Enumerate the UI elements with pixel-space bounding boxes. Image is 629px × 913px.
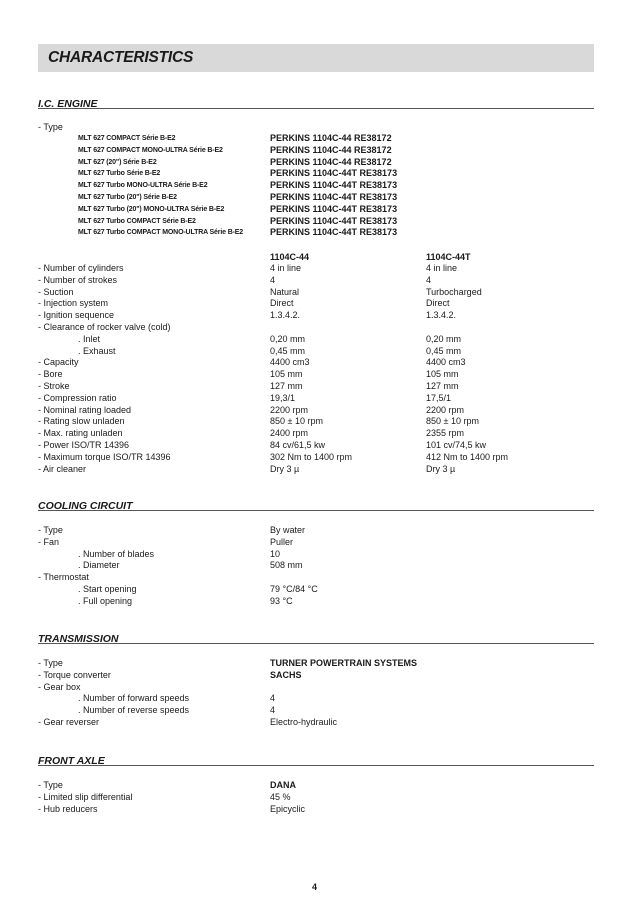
spec-value-1104c-44: 19,3/1 [270, 392, 296, 403]
engine-model-value: PERKINS 1104C-44T RE38173 [270, 192, 398, 202]
spec-label: - Maximum torque ISO/TR 14396 [38, 451, 171, 462]
col-header-1104c-44: 1104C-44 [270, 252, 310, 262]
spec-label: - Power ISO/TR 14396 [38, 440, 130, 450]
spec-label: - Hub reducers [38, 803, 98, 814]
spec-label: - Thermostat [38, 572, 89, 583]
spec-label: - Rating slow unladen [38, 416, 125, 427]
spec-label: - Suction [38, 286, 74, 297]
spec-value-1104c-44: 105 mm [270, 369, 303, 380]
spec-label: - Number of strokes [38, 274, 118, 285]
spec-value-1104c-44t: 2355 rpm [426, 428, 465, 439]
spec-value-1104c-44: 4400 cm3 [270, 357, 310, 368]
spec-value-1104c-44: 850 ± 10 rpm [270, 416, 323, 427]
engine-model-name: MLT 627 Turbo COMPACT Série B-E2 [78, 217, 196, 225]
spec-value-1104c-44: 1.3.4.2. [270, 310, 301, 321]
spec-value: 4 [270, 705, 276, 716]
spec-label: - Fan [38, 536, 60, 547]
engine-model-name: MLT 627 Turbo MONO-ULTRA Série B-E2 [78, 182, 208, 190]
spec-label: - Gear box [38, 681, 81, 692]
spec-value-1104c-44t: 4400 cm3 [426, 357, 466, 368]
spec-label: - Type [38, 525, 63, 535]
spec-value-1104c-44t: 101 cv/74,5 kw [426, 440, 487, 450]
spec-label: . Inlet [78, 333, 101, 344]
spec-value-1104c-44: 127 mm [270, 381, 303, 391]
page-number: 4 [311, 882, 317, 892]
spec-label: . Full opening [78, 595, 133, 606]
spec-label: - Ignition sequence [38, 310, 115, 321]
section-front-axle-heading: FRONT AXLE [38, 751, 594, 766]
page-title: CHARACTERISTICS [48, 49, 194, 66]
spec-value-1104c-44t: 0,20 mm [426, 333, 462, 344]
engine-model-value: PERKINS 1104C-44 RE38172 [270, 144, 392, 155]
engine-model-value: PERKINS 1104C-44T RE38173 [270, 203, 398, 214]
section-cooling-heading: COOLING CIRCUIT [38, 496, 594, 511]
spec-value: SACHS [270, 669, 302, 680]
spec-value-1104c-44: Direct [270, 298, 294, 309]
spec-label: - Compression ratio [38, 392, 117, 403]
spec-value-1104c-44t: 0,45 mm [426, 345, 462, 356]
spec-label: - Max. rating unladen [38, 428, 123, 439]
spec-value-1104c-44t: 17,5/1 [426, 392, 452, 403]
spec-label: . Diameter [78, 560, 120, 571]
spec-value-1104c-44t: 4 in line [426, 263, 458, 273]
spec-value: 45 % [270, 791, 291, 802]
spec-value-1104c-44t: 105 mm [426, 369, 459, 380]
spec-label: - Air cleaner [38, 463, 87, 474]
spec-value-1104c-44t: 4 [426, 274, 432, 285]
section-ic-engine-heading: I.C. ENGINE [38, 94, 594, 109]
engine-model-value: PERKINS 1104C-44T RE38173 [270, 168, 398, 179]
engine-model-value: PERKINS 1104C-44T RE38173 [270, 180, 398, 191]
engine-type-label: - Type [38, 122, 63, 132]
spec-value: Electro-hydraulic [270, 717, 338, 727]
spec-value-1104c-44: Dry 3 µ [270, 463, 300, 474]
spec-label: - Gear reverser [38, 717, 100, 727]
spec-value-1104c-44t: 127 mm [426, 381, 459, 391]
spec-value: TURNER POWERTRAIN SYSTEMS [270, 658, 418, 668]
spec-label: - Number of cylinders [38, 263, 124, 273]
spec-label: . Number of reverse speeds [78, 705, 190, 716]
spec-label: - Capacity [38, 357, 79, 368]
spec-value-1104c-44t: 2200 rpm [426, 404, 465, 415]
spec-label: - Type [38, 780, 63, 790]
engine-model-name: MLT 627 Turbo COMPACT MONO-ULTRA Série B-E2 [78, 229, 244, 237]
engine-model-value: PERKINS 1104C-44T RE38173 [270, 227, 398, 238]
spec-value: 10 [270, 548, 281, 559]
spec-value: 4 [270, 693, 276, 704]
engine-model-name: MLT 627 Turbo Série B-E2 [78, 170, 161, 178]
spec-label: - Torque converter [38, 669, 111, 680]
spec-value: 79 °C/84 °C [270, 584, 318, 594]
spec-label: - Nominal rating loaded [38, 404, 132, 415]
spec-value-1104c-44t: 1.3.4.2. [426, 310, 457, 321]
spec-value-1104c-44t: Dry 3 µ [426, 463, 456, 474]
spec-label: - Injection system [38, 298, 109, 309]
spec-value: 508 mm [270, 560, 303, 571]
engine-model-value: PERKINS 1104C-44 RE38172 [270, 133, 392, 143]
spec-value: By water [270, 525, 306, 535]
engine-model-name: MLT 627 Turbo (20") Série B-E2 [78, 194, 177, 201]
spec-value-1104c-44: 302 Nm to 1400 rpm [270, 451, 353, 462]
spec-value-1104c-44: 4 in line [270, 263, 302, 273]
spec-value: DANA [270, 780, 296, 790]
spec-label: . Exhaust [78, 345, 116, 356]
spec-label: - Type [38, 658, 63, 668]
spec-label: - Clearance of rocker valve (cold) [38, 322, 171, 332]
spec-value: Puller [270, 536, 294, 547]
engine-model-name: MLT 627 (20") Série B-E2 [78, 158, 157, 166]
spec-label: - Stroke [38, 381, 70, 391]
spec-value-1104c-44: 2400 rpm [270, 428, 309, 439]
spec-value: 93 °C [270, 595, 293, 606]
spec-value-1104c-44t: Direct [426, 298, 450, 309]
engine-model-value: PERKINS 1104C-44 RE38172 [270, 156, 392, 167]
engine-model-name: MLT 627 COMPACT MONO-ULTRA Série B-E2 [78, 146, 223, 154]
spec-value-1104c-44: 2200 rpm [270, 404, 309, 415]
engine-model-name: MLT 627 Turbo (20") MONO-ULTRA Série B-E2 [78, 205, 225, 213]
spec-value-1104c-44t: Turbocharged [426, 286, 482, 297]
engine-model-name: MLT 627 COMPACT Série B-E2 [78, 135, 176, 142]
section-transmission-heading: TRANSMISSION [38, 629, 594, 644]
spec-label: . Start opening [78, 584, 137, 594]
spec-label: . Number of forward speeds [78, 693, 190, 704]
spec-value: Epicyclic [270, 803, 306, 814]
spec-value-1104c-44: 0,20 mm [270, 333, 306, 344]
spec-value-1104c-44t: 412 Nm to 1400 rpm [426, 451, 509, 462]
col-header-1104c-44t: 1104C-44T [426, 252, 471, 262]
spec-value-1104c-44: Natural [270, 286, 300, 297]
spec-value-1104c-44: 0,45 mm [270, 345, 306, 356]
spec-label: - Bore [38, 369, 63, 380]
page-title-banner [38, 44, 594, 72]
spec-value-1104c-44: 4 [270, 274, 276, 285]
spec-value-1104c-44t: 850 ± 10 rpm [426, 416, 479, 427]
spec-label: . Number of blades [78, 548, 155, 559]
spec-value-1104c-44: 84 cv/61,5 kw [270, 440, 326, 450]
spec-label: - Limited slip differential [38, 791, 133, 802]
engine-model-value: PERKINS 1104C-44T RE38173 [270, 215, 398, 226]
